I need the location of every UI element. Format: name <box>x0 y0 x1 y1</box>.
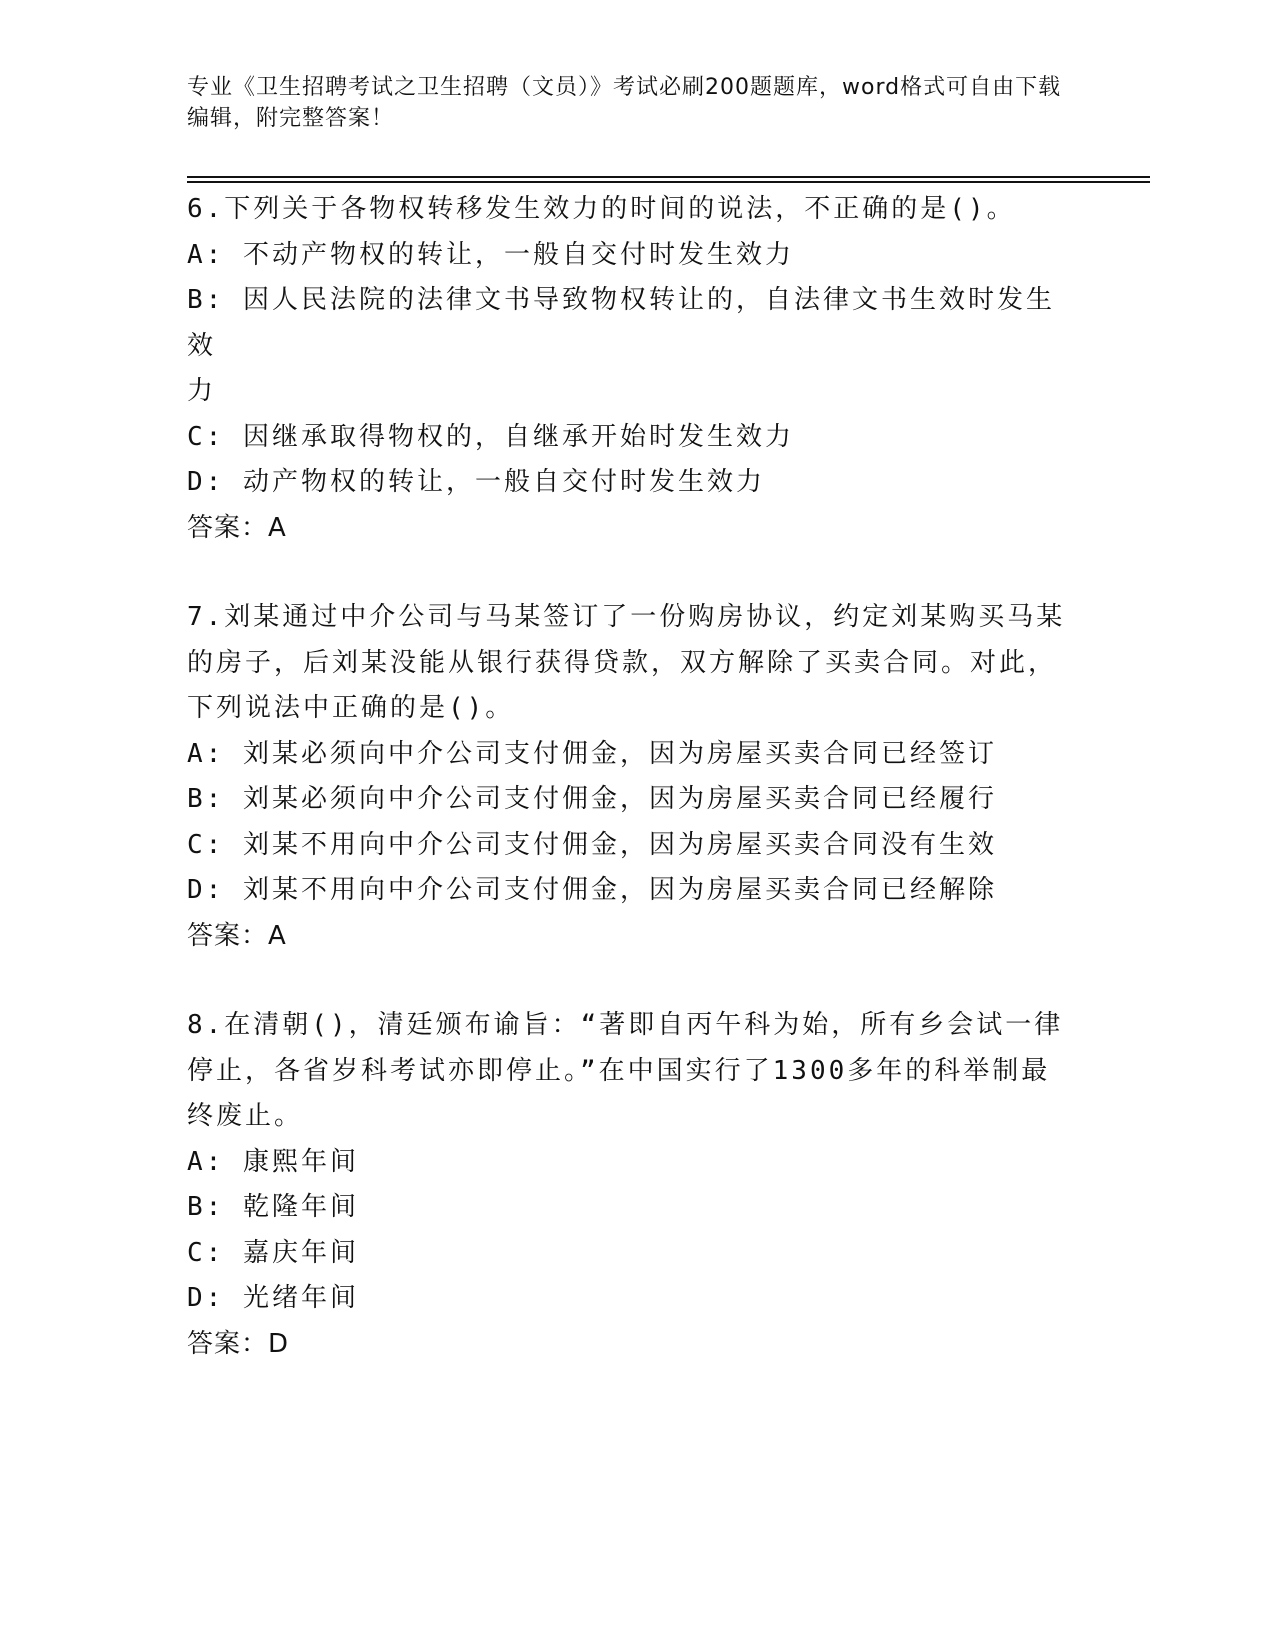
header-rule-top <box>187 176 1150 178</box>
option-d: D: 动产物权的转让，一般自交付时发生效力 <box>187 467 765 497</box>
question-stem-line: 6.下列关于各物权转移发生效力的时间的说法，不正确的是()。 <box>187 194 1016 224</box>
option-a: A: 不动产物权的转让，一般自交付时发生效力 <box>187 239 794 270</box>
question-stem-line: 停止，各省岁科考试亦即停止。”在中国实行了1300多年的科举制最 <box>187 1055 1051 1086</box>
question-list <box>187 187 1067 1411</box>
question-6 <box>187 187 1067 551</box>
option-d: D: 光绪年间 <box>187 1283 359 1313</box>
option-c: C: 嘉庆年间 <box>187 1237 359 1268</box>
option-a: A: 康熙年间 <box>187 1146 359 1177</box>
question-stem-line: 下列说法中正确的是()。 <box>187 693 515 723</box>
question-stem-line: 终废止。 <box>187 1101 304 1131</box>
option-d: D: 刘某不用向中介公司支付佣金，因为房屋买卖合同已经解除 <box>187 875 997 905</box>
option-c: C: 因继承取得物权的，自继承开始时发生效力 <box>187 421 794 452</box>
question-stem-line: 的房子，后刘某没能从银行获得贷款，双方解除了买卖合同。对此， <box>187 647 1058 678</box>
question-7 <box>187 595 1067 959</box>
header-rule-bottom <box>187 181 1150 183</box>
document-header: 专业《卫生招聘考试之卫生招聘（文员）》考试必刷200题题库，word格式可自由下载编辑，附完整答案！ <box>187 75 1062 131</box>
question-stem-line: 8.在清朝()，清廷颁布谕旨：“著即自丙午科为始，所有乡会试一律 <box>187 1010 1064 1040</box>
question-8 <box>187 1003 1067 1367</box>
option-b: B: 因人民法院的法律文书导致物权转让的，自法律文书生效时发生效 <box>187 285 1055 361</box>
option-b: B: 刘某必须向中介公司支付佣金，因为房屋买卖合同已经履行 <box>187 784 997 814</box>
option-c: C: 刘某不用向中介公司支付佣金，因为房屋买卖合同没有生效 <box>187 829 997 860</box>
answer-label: 答案：A <box>187 920 287 951</box>
option-a: A: 刘某必须向中介公司支付佣金，因为房屋买卖合同已经签订 <box>187 738 997 769</box>
answer-label: 答案：D <box>187 1328 290 1359</box>
option-b-continued: 力 <box>187 376 217 406</box>
answer-label: 答案：A <box>187 512 287 543</box>
option-b: B: 乾隆年间 <box>187 1192 359 1222</box>
question-stem-line: 7.刘某通过中介公司与马某签订了一份购房协议，约定刘某购买马某 <box>187 602 1066 632</box>
